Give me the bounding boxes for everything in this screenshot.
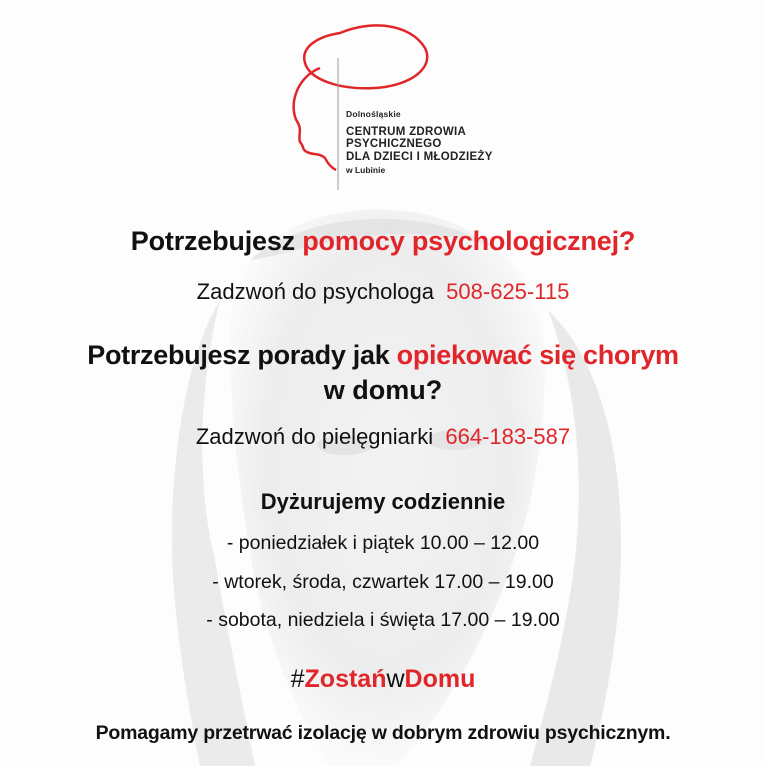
logo-region: Dolnośląskie: [346, 109, 401, 119]
nurse-question-line-2: w domu?: [323, 375, 443, 405]
question-prefix: Potrzebujesz porady jak: [87, 340, 397, 370]
schedule-item: - wtorek, środa, czwartek 17.00 – 19.00: [212, 571, 554, 593]
logo-text: [346, 110, 493, 176]
hashtag-part-2: w: [386, 665, 405, 693]
call-text: Zadzwoń do psychologa: [196, 279, 434, 304]
schedule-item: - poniedziałek i piątek 10.00 – 12.00: [226, 532, 540, 554]
logo-name-line-1: CENTRUM ZDROWIA: [346, 125, 467, 138]
question-prefix: Potrzebujesz: [130, 226, 303, 256]
psychologist-phone[interactable]: 508-625-115: [446, 279, 570, 304]
schedule-title: Dyżurujemy codziennie: [260, 489, 506, 514]
question-highlight: opiekować się chorym: [396, 340, 679, 370]
call-text: Zadzwoń do pielęgniarki: [195, 424, 434, 449]
hashtag: [0, 665, 766, 694]
psychologist-call: [0, 279, 766, 305]
nurse-phone[interactable]: 664-183-587: [445, 424, 571, 449]
logo-location: w Lubinie: [346, 165, 386, 176]
nurse-call: [0, 424, 766, 450]
footer-slogan: Pomagamy przetrwać izolację w dobrym zdrowiu psychicznym.: [95, 722, 671, 744]
logo-name-line-2: PSYCHICZNEGO: [346, 138, 442, 151]
logo-name-line-3: DLA DZIECI I MŁODZIEŻY: [346, 151, 493, 164]
nurse-question-line-1: [0, 340, 766, 371]
question-highlight: pomocy psychologicznej?: [302, 226, 636, 256]
hashtag-part-1: Zostań: [304, 665, 387, 693]
hashtag-part-3: Domu: [404, 665, 476, 693]
hashtag-hash: #: [290, 665, 305, 693]
schedule-item: - sobota, niedziela i święta 17.00 – 19.00: [206, 609, 560, 631]
psychologist-question: [0, 226, 766, 257]
